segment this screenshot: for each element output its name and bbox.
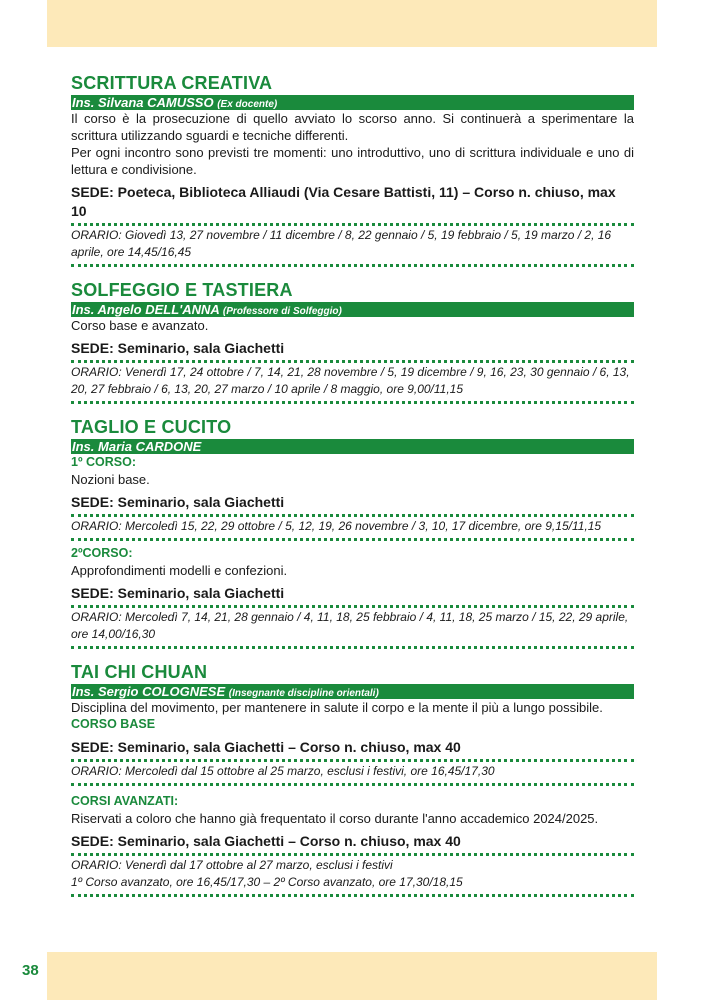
course-location: SEDE: Seminario, sala Giachetti – Corso n. chiuso, max 40 (71, 832, 634, 856)
course-schedule: ORARIO: Mercoledì dal 15 ottobre al 25 marzo, esclusi i festivi, ore 16,45/17,30 (71, 762, 634, 786)
course-schedule: ORARIO: Mercoledì 15, 22, 29 ottobre / 5, 12, 19, 26 novembre / 3, 10, 17 dicembre, ore 9,15/11,15 (71, 517, 634, 541)
course-title: SOLFEGGIO E TASTIERA (71, 280, 293, 300)
course-schedule-line: 1º Corso avanzato, ore 16,45/17,30 – 2º Corso avanzato, ore 17,30/18,15 (71, 875, 463, 889)
course-description: Riservati a coloro che hanno già frequentato il corso durante l'anno accademico 2024/2025. (71, 811, 599, 826)
teacher-role: (Professore di Solfeggio) (222, 306, 342, 317)
course-description: Corso base e avanzato. (71, 318, 209, 333)
teacher-name: Ins. Maria CARDONE (72, 439, 202, 454)
course-title: TAGLIO E CUCITO (71, 417, 232, 437)
course-location: SEDE: Seminario, sala Giachetti (71, 493, 634, 517)
teacher-bar (71, 439, 634, 454)
footer-band (47, 952, 657, 1000)
page-number: 38 (22, 962, 39, 979)
teacher-bar (71, 302, 634, 317)
teacher-name: Ins. Sergio COLOGNESE (72, 684, 226, 699)
course-location: SEDE: Seminario, sala Giachetti (71, 584, 634, 608)
course-schedule-line: ORARIO: Venerdì dal 17 ottobre al 27 marzo, esclusi i festivi (71, 858, 393, 872)
course-description: Il corso è la prosecuzione di quello avviato lo scorso anno. Si continuerà a sperimentare la scrittura utilizzando sguardi e tecniche differenti. (71, 111, 634, 143)
course-tai-chi-chuan (71, 661, 634, 897)
course-schedule: ORARIO: Venerdì 17, 24 ottobre / 7, 14, 21, 28 novembre / 5, 19 dicembre / 9, 16, 23, 30 gennaio / 6, 13, 20, 27 febbraio / 6, 13, 20, 27 marzo / 10 aprile / 8 maggio, ore 9,00/11,15 (71, 363, 634, 404)
teacher-name: Ins. Silvana CAMUSSO (72, 95, 214, 110)
course-subheading: 1º CORSO: (71, 455, 136, 469)
course-solfeggio-tastiera (71, 279, 634, 404)
course-location: SEDE: Poeteca, Biblioteca Alliaudi (Via Cesare Battisti, 11) – Corso n. chiuso, max 10 (71, 183, 634, 226)
course-description: Per ogni incontro sono previsti tre momenti: uno introduttivo, uno di scrittura individuale e uno di lettura e condivisione. (71, 145, 634, 177)
course-subheading: CORSI AVANZATI: (71, 794, 179, 808)
teacher-bar (71, 684, 634, 699)
course-schedule: ORARIO: Giovedì 13, 27 novembre / 11 dicembre / 8, 22 gennaio / 5, 19 febbraio / 5, 19 marzo / 2, 16 aprile, ore 14,45/16,45 (71, 226, 634, 267)
course-schedule: ORARIO: Mercoledì 7, 14, 21, 28 gennaio / 4, 11, 18, 25 febbraio / 4, 11, 18, 25 marzo / 15, 22, 29 aprile, ore 14,00/16,30 (71, 608, 634, 649)
teacher-bar (71, 95, 634, 110)
course-location: SEDE: Seminario, sala Giachetti – Corso n. chiuso, max 40 (71, 738, 634, 762)
course-subheading: CORSO BASE (71, 717, 156, 731)
course-description: Nozioni base. (71, 472, 150, 487)
course-subheading: 2ºCORSO: (71, 546, 133, 560)
header-band (47, 0, 657, 47)
course-title: TAI CHI CHUAN (71, 662, 208, 682)
teacher-role: (Insegnante discipline orientali) (228, 688, 379, 699)
course-schedule (71, 856, 634, 897)
teacher-role: (Ex docente) (217, 99, 278, 110)
course-title: SCRITTURA CREATIVA (71, 73, 273, 93)
course-scrittura-creativa (71, 72, 634, 267)
course-location: SEDE: Seminario, sala Giachetti (71, 339, 634, 363)
page-content (71, 72, 634, 897)
teacher-name: Ins. Angelo DELL'ANNA (72, 302, 220, 317)
course-description: Disciplina del movimento, per mantenere in salute il corpo e la mente il più a lungo possibile. (71, 700, 603, 715)
course-taglio-cucito (71, 416, 634, 649)
course-description: Approfondimenti modelli e confezioni. (71, 563, 288, 578)
